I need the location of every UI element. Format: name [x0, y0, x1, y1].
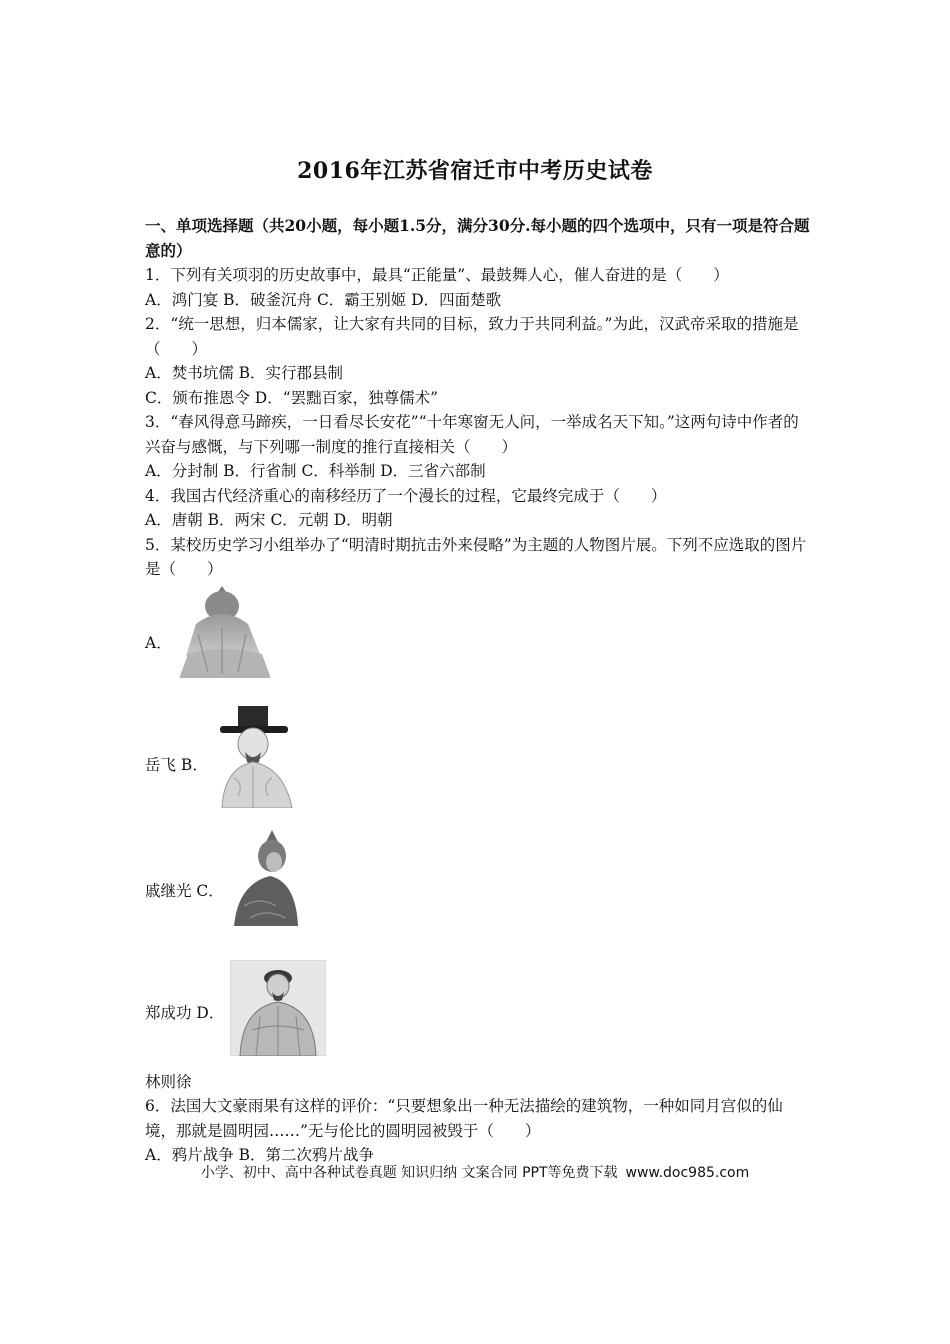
question-1-options: A．鸿门宴 B．破釜沉舟 C．霸王别姬 D．四面楚歌 [145, 290, 502, 309]
option-b-label: 岳飞 B． [145, 756, 208, 774]
question-1-stem: 1．下列有关项羽的历史故事中，最具“正能量”、最鼓舞人心，催人奋进的是（ ） [145, 266, 729, 284]
question-2-stem: 2．“统一思想，归本儒家，让大家有共同的目标，致力于共同利益。”为此，汉武帝采取的措施是（ ） [145, 315, 799, 358]
question-2-options-cd: C．颁布推恩令 D．“罢黜百家，独尊儒术” [145, 388, 439, 407]
page-footer [0, 1162, 950, 1182]
question-6-options: A．鸦片战争 B．第二次鸦片战争 [145, 1146, 375, 1164]
question-4-options: A．唐朝 B．两宋 C．元朝 D．明朝 [145, 511, 393, 529]
footer-text: 小学、初中、高中各种试卷真题 知识归纳 文案合同 PPT等免费下载 [200, 1165, 618, 1181]
footer-url[interactable]: www.doc985.com [625, 1165, 750, 1181]
question-5-trailing-text: 林则徐 [145, 1072, 192, 1091]
question-5-option-a [145, 582, 810, 682]
seated-official-portrait-image [230, 960, 326, 1056]
question-6-stem: 6．法国大文豪雨果有这样的评价：“只要想象出一种无法描绘的建筑物，一种如同月宫似的仙境，那就是圆明园……”无与伦比的圆明园被毁于（ ） [145, 1097, 783, 1140]
armored-general-portrait-image [230, 826, 300, 930]
question-3-stem: 3．“春风得意马蹄疾，一日看尽长安花”“十年寒窗无人问，一举成名天下知。”这两句诗中作者的兴奋与感慨，与下列哪一制度的推行直接相关（ ） [145, 413, 799, 456]
question-5-option-b [145, 682, 810, 808]
question-5-option-d [145, 930, 810, 1056]
page-title: 2016年江苏省宿迁市中考历史试卷 [297, 158, 653, 184]
option-a-label: A． [145, 634, 172, 652]
official-hat-portrait-image [214, 704, 304, 808]
helmet-portrait-image [178, 584, 278, 682]
question-5-option-c [145, 808, 810, 930]
question-3-options: A．分封制 B．行省制 C．科举制 D．三省六部制 [145, 462, 486, 480]
question-2-options-ab: A．焚书坑儒 B．实行郡县制 [145, 364, 344, 382]
section-heading: 一、单项选择题（共20小题，每小题1.5分，满分30分.每小题的四个选项中，只有一项是符合题意的） [145, 216, 810, 260]
option-c-label: 戚继光 C． [145, 882, 224, 900]
option-d-label: 郑成功 D． [145, 1004, 225, 1022]
exam-content [145, 214, 810, 1168]
question-5-stem: 5．某校历史学习小组举办了“明清时期抗击外来侵略”为主题的人物图片展。下列不应选取的图片是（ ） [145, 535, 807, 578]
question-4-stem: 4．我国古代经济重心的南移经历了一个漫长的过程，它最终完成于（ ） [145, 486, 667, 505]
